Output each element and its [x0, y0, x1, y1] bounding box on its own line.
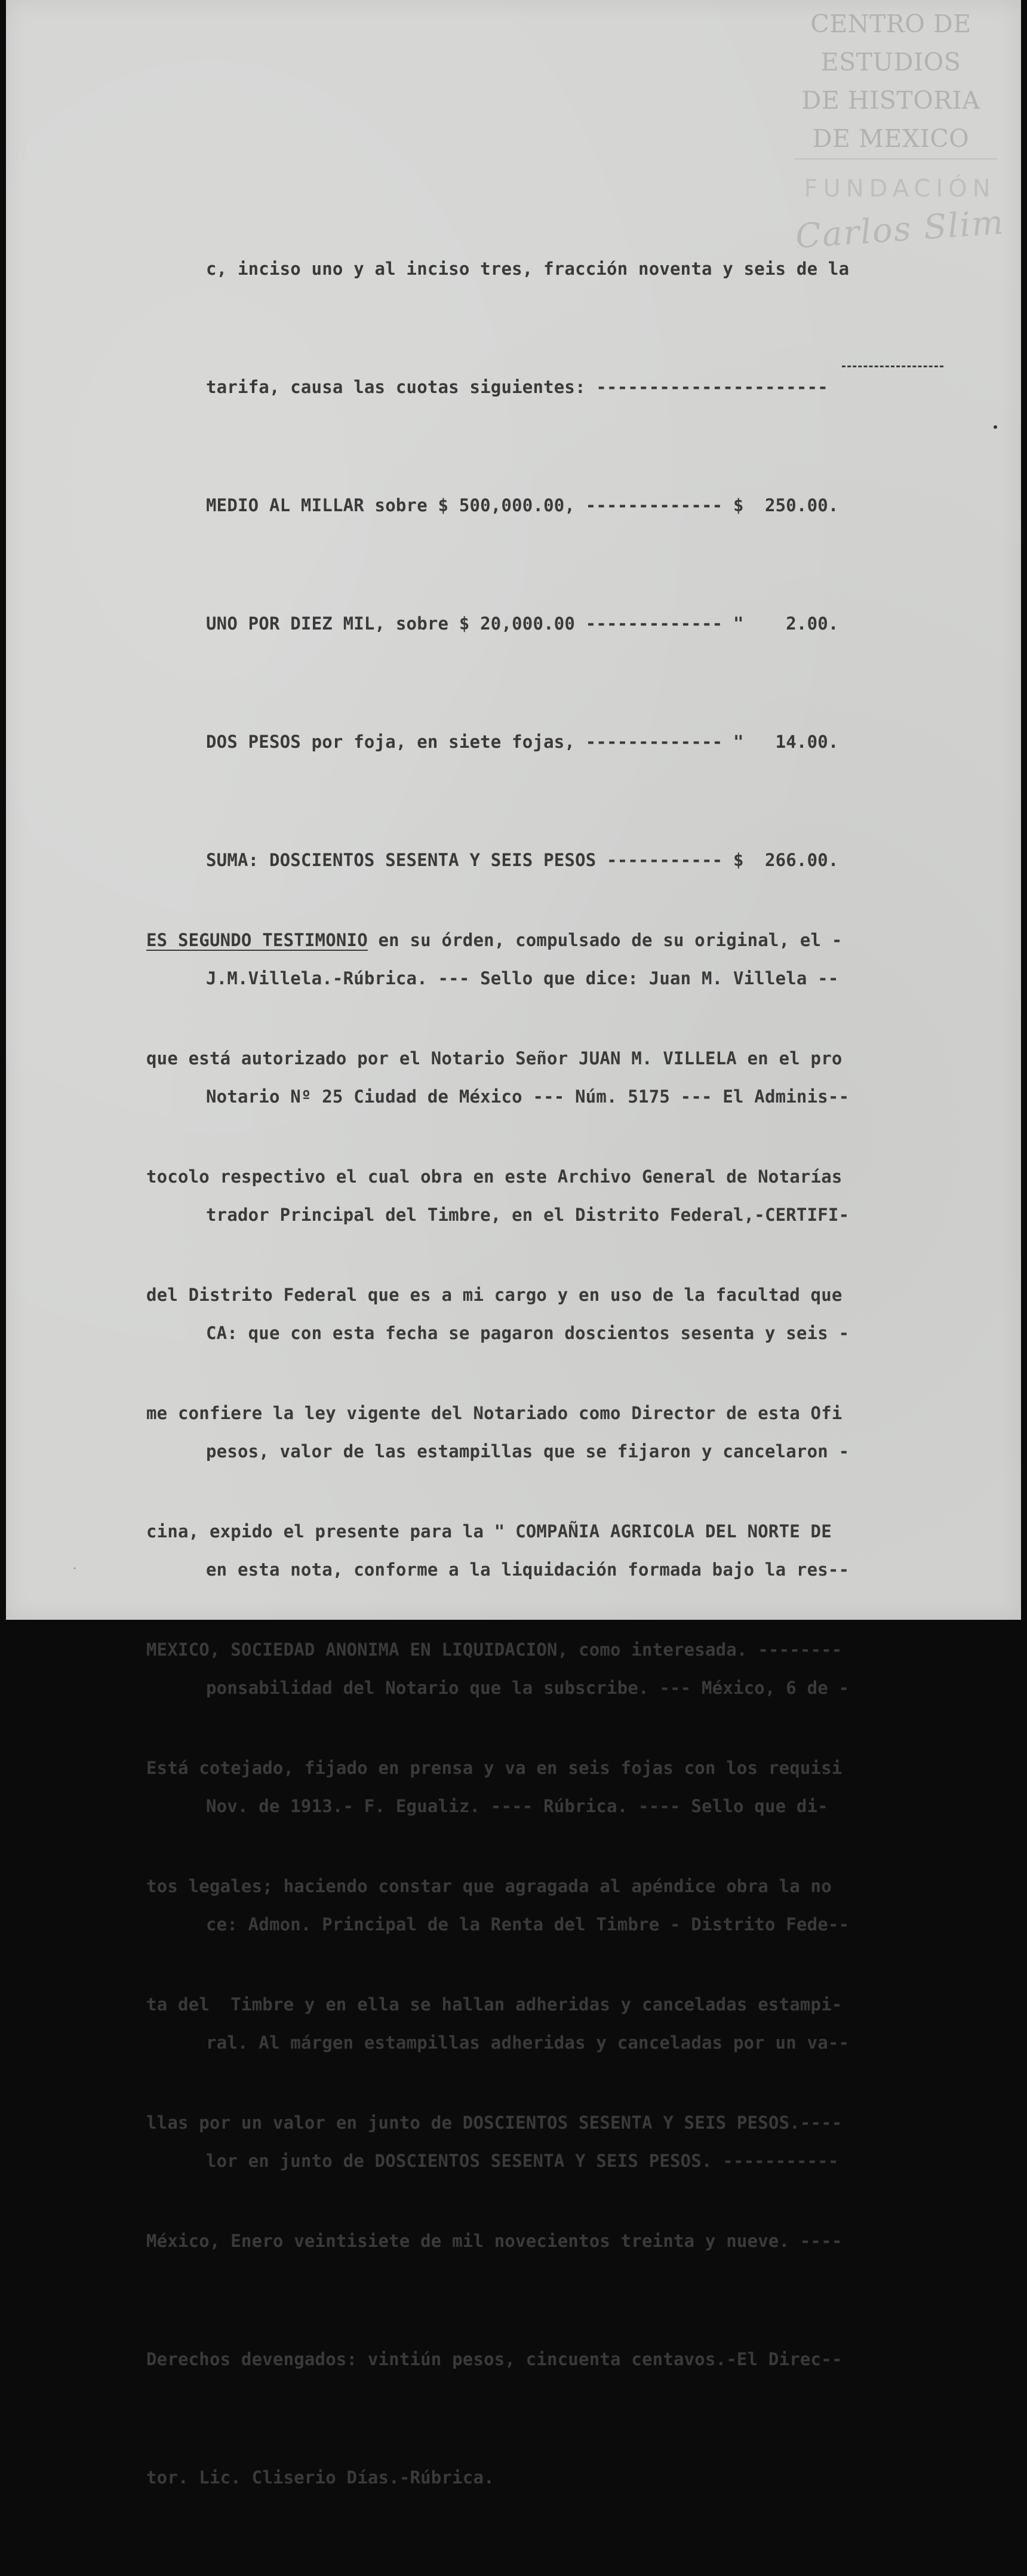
text-line: en esta nota, conforme a la liquidación formada bajo la res-- [206, 1559, 850, 1580]
text-line: c, inciso uno y al inciso tres, fracción noventa y seis de la [206, 259, 850, 279]
typed-text-block-2 [146, 842, 842, 2576]
text-line: ral. Al márgen estampillas adheridas y canceladas por un va-- [206, 2032, 850, 2053]
text-line: MEDIO AL MILLAR sobre $ 500,000.00, ------------- $ 250.00. [206, 495, 839, 515]
watermark-line: ESTUDIOS [820, 48, 961, 76]
text-line: ce: Admon. Principal de la Renta del Timbre - Distrito Fede-- [206, 1914, 850, 1935]
text-line: ta del Timbre y en ella se hallan adheridas y canceladas estampi- [146, 1994, 842, 2015]
text-line-heading [146, 920, 842, 960]
text-line: que está autorizado por el Notario Señor JUAN M. VILLELA en el pro [146, 1048, 842, 1069]
text-line: México, Enero veintisiete de mil novecientos treinta y nueve. ---- [146, 2231, 842, 2251]
text-line: Nov. de 1913.- F. Egualiz. ---- Rúbrica. ---- Sello que di- [206, 1796, 828, 1816]
text-line: Está cotejado, fijado en prensa y va en seis fojas con los requisi [146, 1758, 842, 1778]
text-line: pesos, valor de las estampillas que se fijaron y cancelaron - [206, 1441, 850, 1462]
margin-mark: . [73, 1558, 77, 1572]
ink-dot [994, 425, 997, 429]
text-line: Notario Nº 25 Ciudad de México --- Núm. 5175 --- El Adminis-- [206, 1086, 850, 1107]
text-line: MEXICO, SOCIEDAD ANONIMA EN LIQUIDACION, como interesada. -------- [146, 1639, 842, 1660]
text-line: UNO POR DIEZ MIL, sobre $ 20,000.00 ------------- " 2.00. [206, 613, 839, 634]
text-line: tarifa, causa las cuotas siguientes: ---------------------- [206, 377, 828, 397]
text-line: del Distrito Federal que es a mi cargo y en uso de la facultad que [146, 1285, 842, 1305]
text-line: trador Principal del Timbre, en el Distrito Federal,-CERTIFI- [206, 1205, 850, 1225]
watermark-signature: Carlos Slim [794, 202, 1006, 257]
watermark-fundacion: FUNDACIÓN [804, 175, 996, 202]
sum-underline-rule [842, 366, 943, 367]
text-line: J.M.Villela.-Rúbrica. --- Sello que dice: Juan M. Villela -- [206, 968, 839, 988]
text-line: cina, expido el presente para la " COMPAÑIA AGRICOLA DEL NORTE DE [146, 1521, 832, 1542]
text-line: tor. Lic. Cliserio Días.-Rúbrica. [146, 2467, 494, 2488]
watermark-line: DE HISTORIA [801, 86, 980, 115]
testimonio-heading: ES SEGUNDO TESTIMONIO [146, 930, 368, 950]
text-line: me confiere la ley vigente del Notariado como Director de esta Ofi [146, 1403, 842, 1423]
text-line: CA: que con esta fecha se pagaron doscientos sesenta y seis - [206, 1323, 850, 1343]
watermark-line: CENTRO DE [810, 10, 971, 38]
text-fragment: en su órden, compulsado de su original, el - [367, 930, 842, 950]
text-line: llas por un valor en junto de DOSCIENTOS SESENTA Y SEIS PESOS.---- [146, 2113, 842, 2133]
text-line: tocolo respectivo el cual obra en este Archivo General de Notarías [146, 1166, 842, 1187]
document-page [6, 0, 1021, 2488]
text-line: ponsabilidad del Notario que la subscribe. --- México, 6 de - [206, 1678, 850, 1698]
text-line: SUMA: DOSCIENTOS SESENTA Y SEIS PESOS ----------- $ 266.00. [206, 850, 839, 870]
text-line: DOS PESOS por foja, en siete fojas, ------------- " 14.00. [206, 732, 839, 752]
text-line: lor en junto de DOSCIENTOS SESENTA Y SEIS PESOS. ----------- [206, 2151, 839, 2171]
text-line: tos legales; haciendo constar que agragada al apéndice obra la no [146, 1876, 832, 1896]
text-line: Derechos devengados: vintiún pesos, cincuenta centavos.-El Direc-- [146, 2349, 842, 2369]
watermark-divider [794, 158, 997, 159]
watermark-line: DE MEXICO [812, 124, 970, 153]
